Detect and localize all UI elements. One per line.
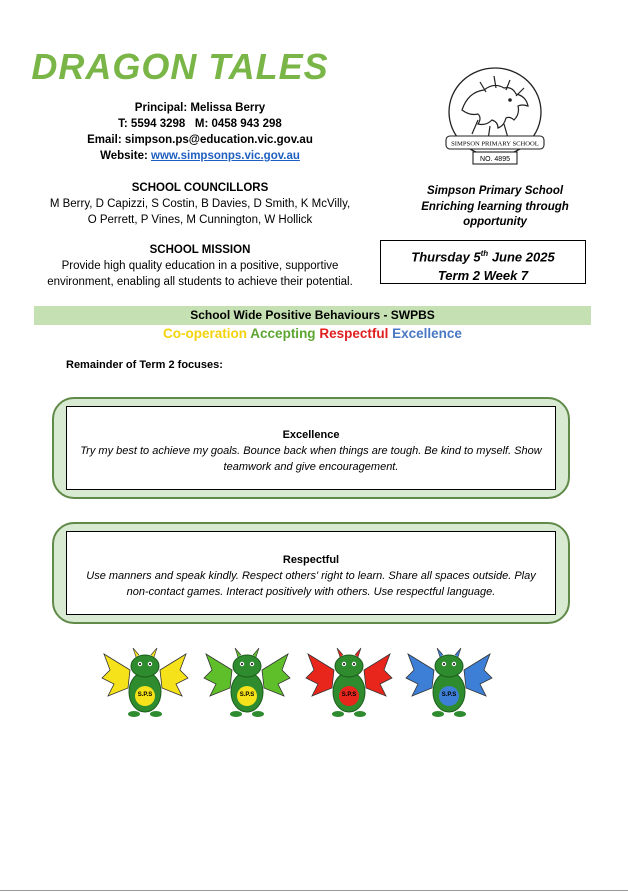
logo-school-name: SIMPSON PRIMARY SCHOOL bbox=[451, 140, 539, 148]
school-crest-icon bbox=[440, 64, 550, 169]
dragon-badge: S.P.S bbox=[341, 692, 357, 698]
school-tagline bbox=[400, 184, 590, 231]
dragon-badge: S.P.S bbox=[137, 692, 153, 698]
issue-date bbox=[381, 244, 585, 266]
value-excellence: Excellence bbox=[392, 326, 462, 341]
dragon-accepting-icon bbox=[202, 640, 292, 720]
tagline-line-3: opportunity bbox=[463, 216, 527, 228]
school-logo bbox=[440, 64, 550, 169]
page-bottom-divider bbox=[0, 890, 628, 891]
website-label: Website: bbox=[100, 150, 151, 162]
issue-day-suffix: th bbox=[480, 249, 489, 258]
tagline-line-2: Enriching learning through bbox=[421, 200, 569, 213]
mission-line-1: Provide high quality education in a positive, supportive bbox=[61, 260, 339, 272]
website-link[interactable]: www.simpsonps.vic.gov.au bbox=[151, 150, 300, 162]
tagline-line-1: Simpson Primary School bbox=[426, 185, 564, 197]
councillors-line-1: M Berry, D Capizzi, S Costin, B Davies, D Smith, K McVilly, bbox=[49, 198, 351, 210]
mission-line-2: environment, enabling all students to achieve their potential. bbox=[47, 276, 353, 288]
focus-card-inner bbox=[66, 406, 556, 490]
swpbs-banner: School Wide Positive Behaviours - SWPBS bbox=[34, 306, 591, 325]
focus-card-respectful bbox=[52, 522, 570, 624]
focuses-heading: Remainder of Term 2 focuses: bbox=[66, 359, 223, 371]
logo-school-number: NO. 4895 bbox=[480, 156, 510, 163]
dragon-cooperation-icon bbox=[100, 640, 190, 720]
newsletter-title: DRAGON TALES bbox=[31, 46, 329, 87]
value-respectful: Respectful bbox=[319, 326, 389, 341]
focus-card-text: Try my best to achieve my goals. Bounce back when things are tough. Be kind to myself. Show teamwork and give encouragement. bbox=[80, 445, 542, 473]
contact-block bbox=[40, 100, 360, 164]
school-mission bbox=[30, 242, 370, 290]
email-line: Email: simpson.ps@education.vic.gov.au bbox=[87, 134, 313, 146]
principal-line: Principal: Melissa Berry bbox=[134, 102, 266, 114]
swpbs-values bbox=[34, 325, 591, 343]
focus-card-title: Respectful bbox=[282, 554, 340, 566]
issue-date-box bbox=[380, 240, 586, 284]
value-cooperation: Co-operation bbox=[163, 326, 248, 341]
councillors-line-2: O Perrett, P Vines, M Cunnington, W Hollick bbox=[87, 214, 313, 226]
dragon-badge: S.P.S bbox=[441, 692, 457, 698]
focus-card-excellence bbox=[52, 397, 570, 499]
focus-card-title: Excellence bbox=[282, 429, 340, 441]
focus-card-inner bbox=[66, 531, 556, 615]
issue-month-year: June 2025 bbox=[488, 249, 555, 265]
mission-heading: SCHOOL MISSION bbox=[149, 244, 251, 256]
focus-card-text: Use manners and speak kindly. Respect others' right to learn. Share all spaces outside. Play non-contact games. Interact positively with others. Use respectful language. bbox=[86, 570, 536, 598]
issue-term: Term 2 Week 7 bbox=[437, 268, 529, 284]
dragon-respectful-icon bbox=[304, 640, 394, 720]
dragon-excellence-icon bbox=[404, 640, 494, 720]
issue-day: Thursday 5 bbox=[411, 249, 481, 265]
school-councillors bbox=[40, 180, 360, 228]
councillors-heading: SCHOOL COUNCILLORS bbox=[131, 182, 269, 194]
website-line bbox=[40, 148, 360, 164]
phone-line: T: 5594 3298 M: 0458 943 298 bbox=[118, 118, 282, 130]
value-accepting: Accepting bbox=[250, 326, 316, 341]
dragon-badge: S.P.S bbox=[239, 692, 255, 698]
